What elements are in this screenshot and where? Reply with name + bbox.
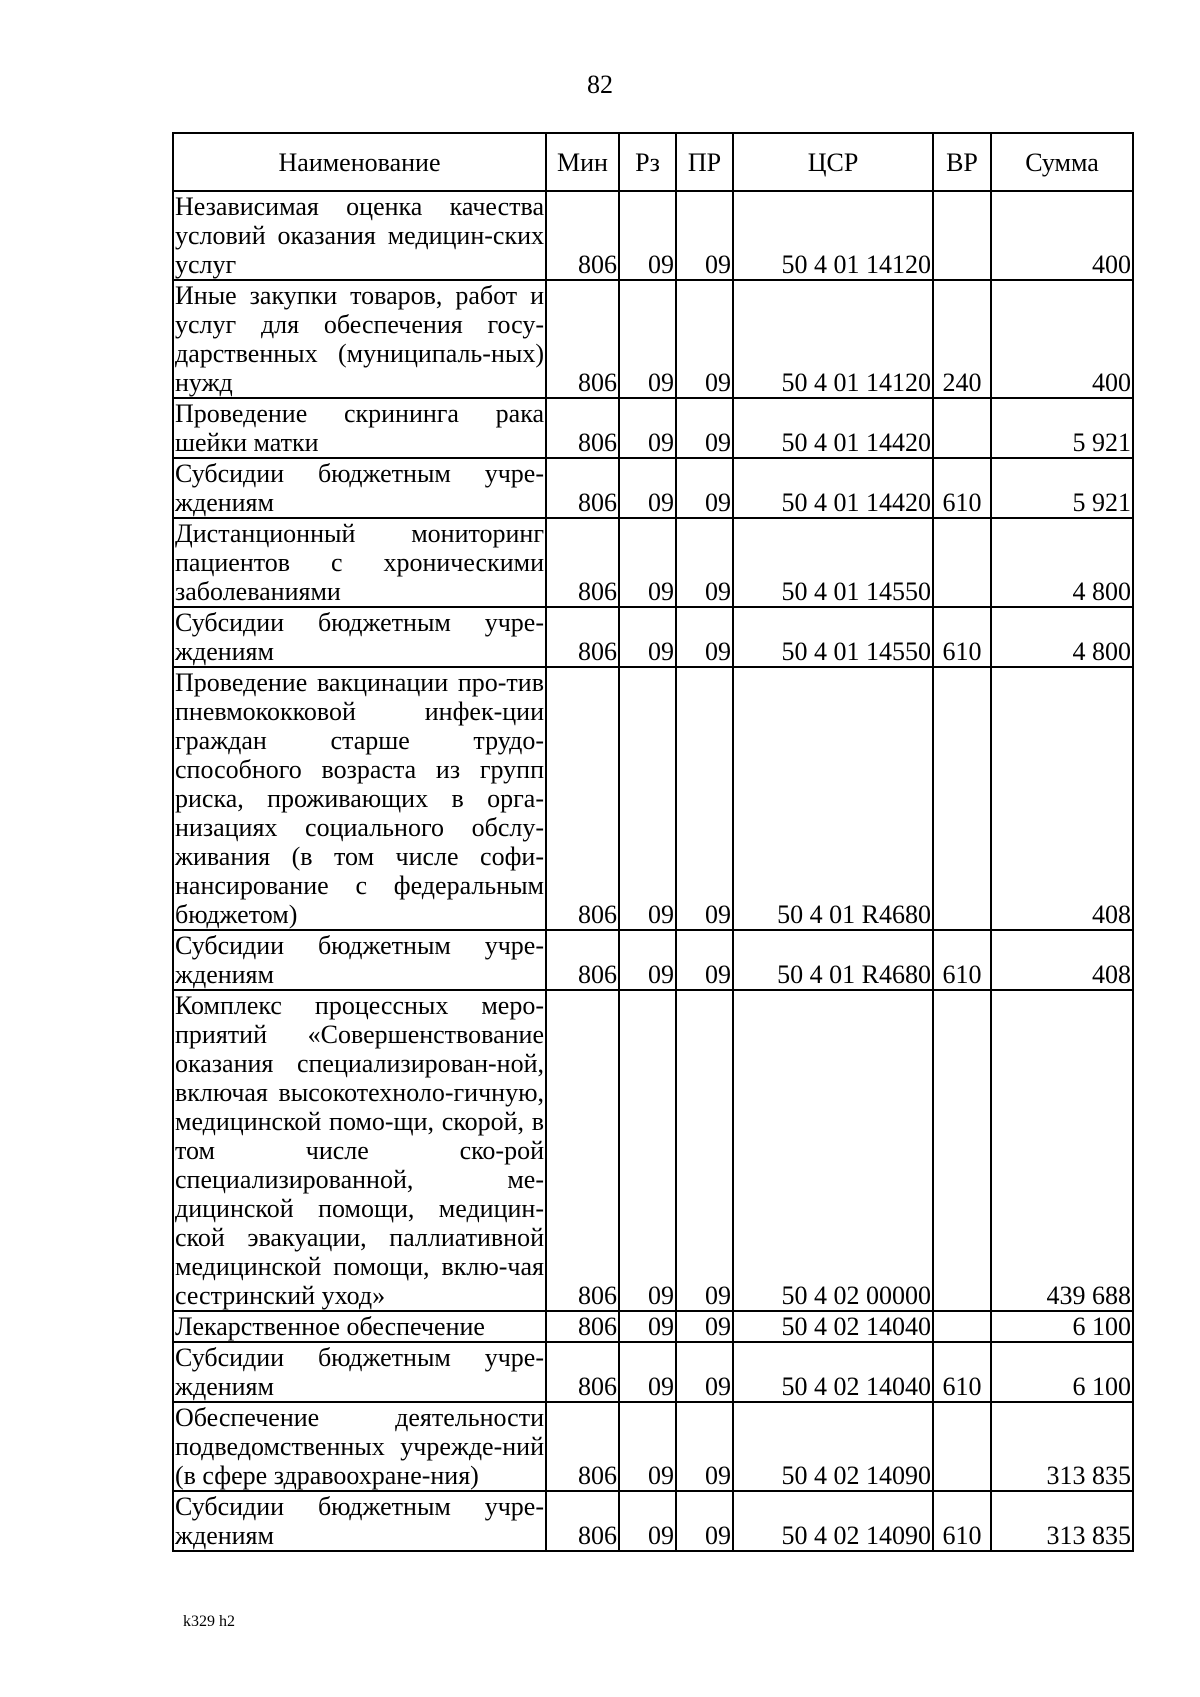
cell-rz: 09 [619,1311,676,1342]
cell-sum: 6 100 [991,1342,1133,1402]
cell-min: 806 [546,458,619,518]
cell-name: Субсидии бюджетным учре-ждениям [175,608,544,666]
cell-csr: 50 4 02 14090 [733,1402,933,1491]
cell-csr: 50 4 02 00000 [733,990,933,1311]
cell-rz: 09 [619,1402,676,1491]
cell-sum: 313 835 [991,1402,1133,1491]
cell-csr: 50 4 02 14090 [733,1491,933,1551]
cell-name: Дистанционный мониторинг пациентов с хроническими заболеваниями [175,519,544,606]
cell-sum: 439 688 [991,990,1133,1311]
cell-vr [933,398,991,458]
cell-vr [933,1402,991,1491]
cell-sum: 313 835 [991,1491,1133,1551]
cell-vr [933,1311,991,1342]
cell-csr: 50 4 02 14040 [733,1311,933,1342]
cell-min: 806 [546,1311,619,1342]
table-row [173,1402,1133,1491]
cell-pr: 09 [676,458,733,518]
cell-rz: 09 [619,1342,676,1402]
cell-name: Лекарственное обеспечение [173,1311,546,1342]
table-row [173,280,1133,398]
cell-pr: 09 [676,990,733,1311]
cell-pr: 09 [676,518,733,607]
cell-sum: 408 [991,667,1133,930]
cell-min: 806 [546,191,619,280]
cell-min: 806 [546,280,619,398]
cell-rz: 09 [619,518,676,607]
cell-vr: 610 [933,1342,991,1402]
header-min: Мин [546,133,619,191]
cell-name: Комплекс процессных меро-приятий «Совершенствование оказания специализирован-ной, включая высокотехноло-гичную, медицинской помо-щи, скорой, в том числе ско-рой специализированной, ме-дицинской помощи, медицин-ской эвакуации, паллиативной медицинской помощи, вклю-чая сестринский уход» [175,991,544,1310]
cell-csr: 50 4 01 R4680 [733,930,933,990]
table-row [173,191,1133,280]
table-row [173,1342,1133,1402]
cell-vr: 610 [933,458,991,518]
cell-pr: 09 [676,191,733,280]
cell-vr: 610 [933,607,991,667]
cell-vr [933,990,991,1311]
cell-rz: 09 [619,280,676,398]
cell-min: 806 [546,1491,619,1551]
cell-name: Проведение скрининга рака шейки матки [175,399,544,457]
cell-pr: 09 [676,930,733,990]
header-pr: ПР [676,133,733,191]
page-number: 82 [587,70,613,99]
table-row [173,458,1133,518]
cell-vr [933,518,991,607]
cell-csr: 50 4 01 14420 [733,458,933,518]
cell-min: 806 [546,667,619,930]
cell-pr: 09 [676,398,733,458]
header-name: Наименование [173,133,546,191]
footer-code: k329 h2 [183,1613,235,1630]
cell-csr: 50 4 01 14120 [733,191,933,280]
cell-csr: 50 4 01 14120 [733,280,933,398]
cell-csr: 50 4 01 R4680 [733,667,933,930]
cell-vr: 240 [933,280,991,398]
cell-sum: 408 [991,930,1133,990]
table-row [173,990,1133,1311]
cell-name: Обеспечение деятельности подведомственных учрежде-ний (в сфере здравоохране-ния) [175,1403,544,1490]
cell-min: 806 [546,1342,619,1402]
table-row [173,930,1133,990]
cell-sum: 5 921 [991,398,1133,458]
header-sum: Сумма [991,133,1133,191]
cell-pr: 09 [676,1491,733,1551]
header-csr: ЦСР [733,133,933,191]
table-body [173,191,1133,1551]
cell-csr: 50 4 01 14550 [733,607,933,667]
cell-rz: 09 [619,990,676,1311]
cell-min: 806 [546,930,619,990]
cell-pr: 09 [676,280,733,398]
cell-name: Проведение вакцинации про-тив пневмококковой инфек-ции граждан старше трудо-способного возраста из групп риска, проживающих в орга-низациях социального обслу-живания (в том числе софи-нансирование с федеральным бюджетом) [175,668,544,929]
table-row [173,667,1133,930]
cell-name: Субсидии бюджетным учре-ждениям [175,931,544,989]
cell-sum: 6 100 [991,1311,1133,1342]
cell-min: 806 [546,398,619,458]
table-row [173,518,1133,607]
table-row [173,1311,1133,1342]
cell-rz: 09 [619,930,676,990]
table-row [173,1491,1133,1551]
cell-csr: 50 4 01 14550 [733,518,933,607]
cell-sum: 400 [991,280,1133,398]
cell-min: 806 [546,1402,619,1491]
cell-name: Независимая оценка качества условий оказания медицин-ских услуг [175,192,544,279]
header-rz: Рз [619,133,676,191]
cell-name: Субсидии бюджетным учре-ждениям [175,1343,544,1401]
table-row [173,398,1133,458]
cell-pr: 09 [676,607,733,667]
cell-name: Субсидии бюджетным учре-ждениям [175,459,544,517]
cell-sum: 5 921 [991,458,1133,518]
cell-name: Иные закупки товаров, работ и услуг для обеспечения госу-дарственных (муниципаль-ных) нужд [175,281,544,397]
cell-vr [933,191,991,280]
cell-rz: 09 [619,458,676,518]
table-header-row [173,133,1133,191]
cell-rz: 09 [619,607,676,667]
cell-vr: 610 [933,930,991,990]
cell-rz: 09 [619,1491,676,1551]
cell-sum: 4 800 [991,518,1133,607]
cell-pr: 09 [676,1311,733,1342]
cell-rz: 09 [619,398,676,458]
cell-sum: 4 800 [991,607,1133,667]
cell-csr: 50 4 01 14420 [733,398,933,458]
cell-pr: 09 [676,667,733,930]
cell-rz: 09 [619,191,676,280]
table-row [173,607,1133,667]
cell-rz: 09 [619,667,676,930]
cell-vr: 610 [933,1491,991,1551]
cell-name: Субсидии бюджетным учре-ждениям [175,1492,544,1550]
cell-csr: 50 4 02 14040 [733,1342,933,1402]
cell-min: 806 [546,518,619,607]
cell-pr: 09 [676,1402,733,1491]
cell-pr: 09 [676,1342,733,1402]
header-vr: ВР [933,133,991,191]
cell-min: 806 [546,607,619,667]
cell-sum: 400 [991,191,1133,280]
budget-table [172,132,1134,1552]
cell-vr [933,667,991,930]
cell-min: 806 [546,990,619,1311]
